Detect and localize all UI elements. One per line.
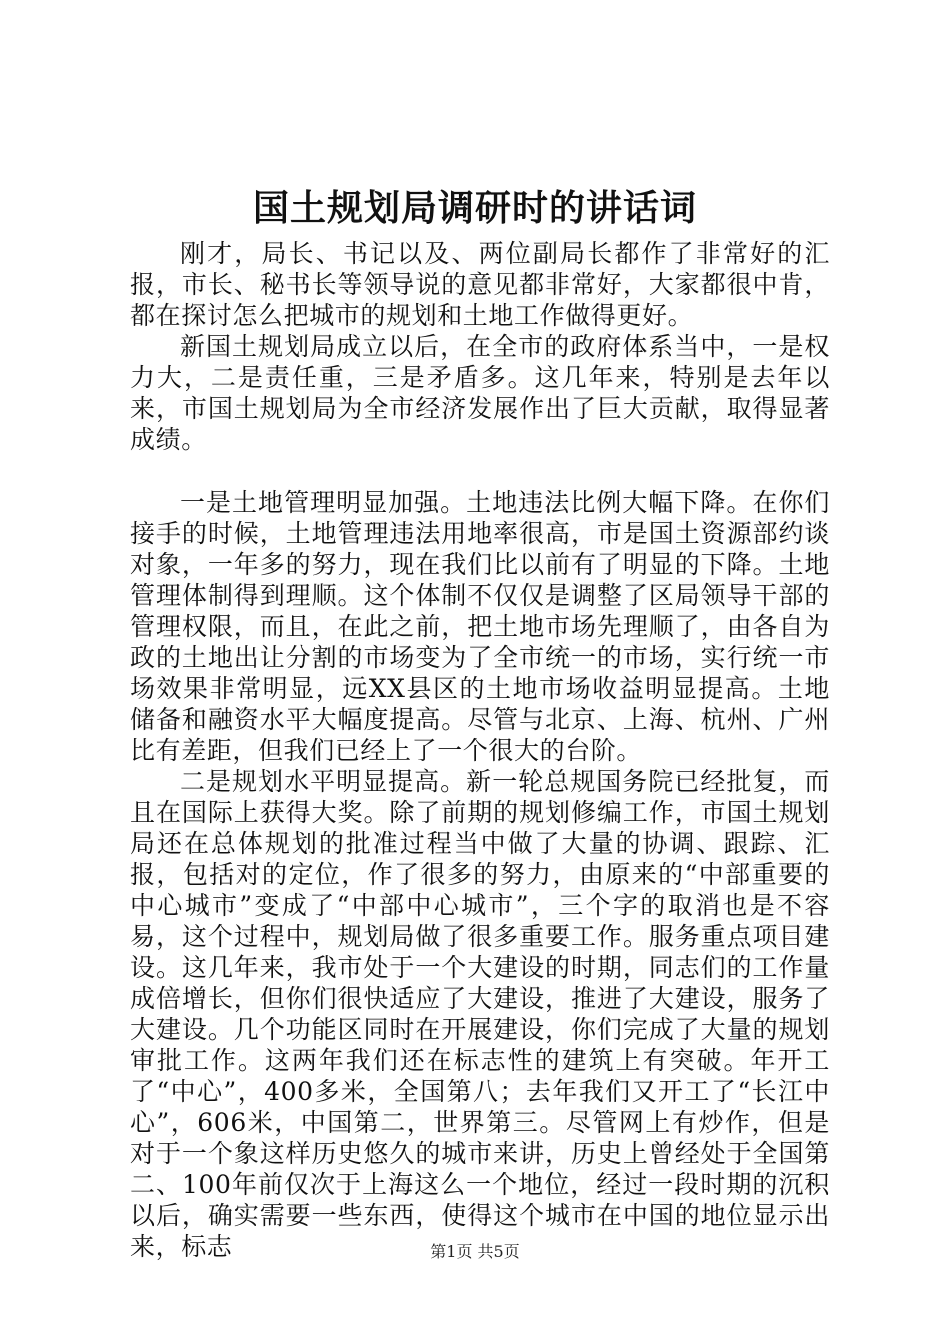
page-footer: 第1页 共5页	[430, 1242, 520, 1261]
paragraph-planning: 二是规划水平明显提高。新一轮总规国务院已经批复，而且在国际上获得大奖。除了前期的规划修编工作，市国土规划局还在总体规划的批准过程当中做了大量的协调、跟踪、汇报，包括对的定位，作了很多的努力，由原来的“中部重要的中心城市”变成了“中部中心城市”，三个字的取消也是不容易，这个过程中，规划局做了很多重要工作。服务重点项目建设。这几年来，我市处于一个大建设的时期，同志们的工作量成倍增长，但你们很快适应了大建设，推进了大建设，服务了大建设。几个功能区同时在开展建设，你们完成了大量的规划审批工作。这两年我们还在标志性的建筑上有突破。年开工了“中心”，400多米，全国第八；去年我们又开工了“长江中心”，606米，中国第二，世界第三。尽管网上有炒作，但是对于一个象这样历史悠久的城市来讲，历史上曾经处于全国第二、100年前仅次于上海这么一个地位，经过一段时期的沉积以后，确实需要一些东西，使得这个城市在中国的地位显示出来，标志	[130, 767, 830, 1261]
paragraph-land-management: 一是土地管理明显加强。土地违法比例大幅下降。在你们接手的时候，土地管理违法用地率很高，市是国土资源部约谈对象，一年多的努力，现在我们比以前有了明显的下降。土地管理体制得到理顺。这个体制不仅仅是调整了区局领导干部的管理权限，而且，在此之前，把土地市场先理顺了，由各自为政的土地出让分割的市场变为了全市统一的市场，实行统一市场效果非常明显，远XX县区的土地市场收益明显提高。土地储备和融资水平大幅度提高。尽管与北京、上海、杭州、广州比有差距，但我们已经上了一个很大的台阶。	[130, 488, 830, 765]
paragraph-opening: 刚才，局长、书记以及、两位副局长都作了非常好的汇报，市长、秘书长等领导说的意见都非常好，大家都很中肯，都在探讨怎么把城市的规划和土地工作做得更好。	[130, 239, 830, 330]
paragraph-overview: 新国土规划局成立以后，在全市的政府体系当中，一是权力大，二是责任重，三是矛盾多。这几年来，特别是去年以来，市国土规划局为全市经济发展作出了巨大贡献，取得显著成绩。	[130, 332, 830, 454]
document-body	[130, 238, 830, 1262]
document-title: 国土规划局调研时的讲话词	[252, 187, 697, 229]
